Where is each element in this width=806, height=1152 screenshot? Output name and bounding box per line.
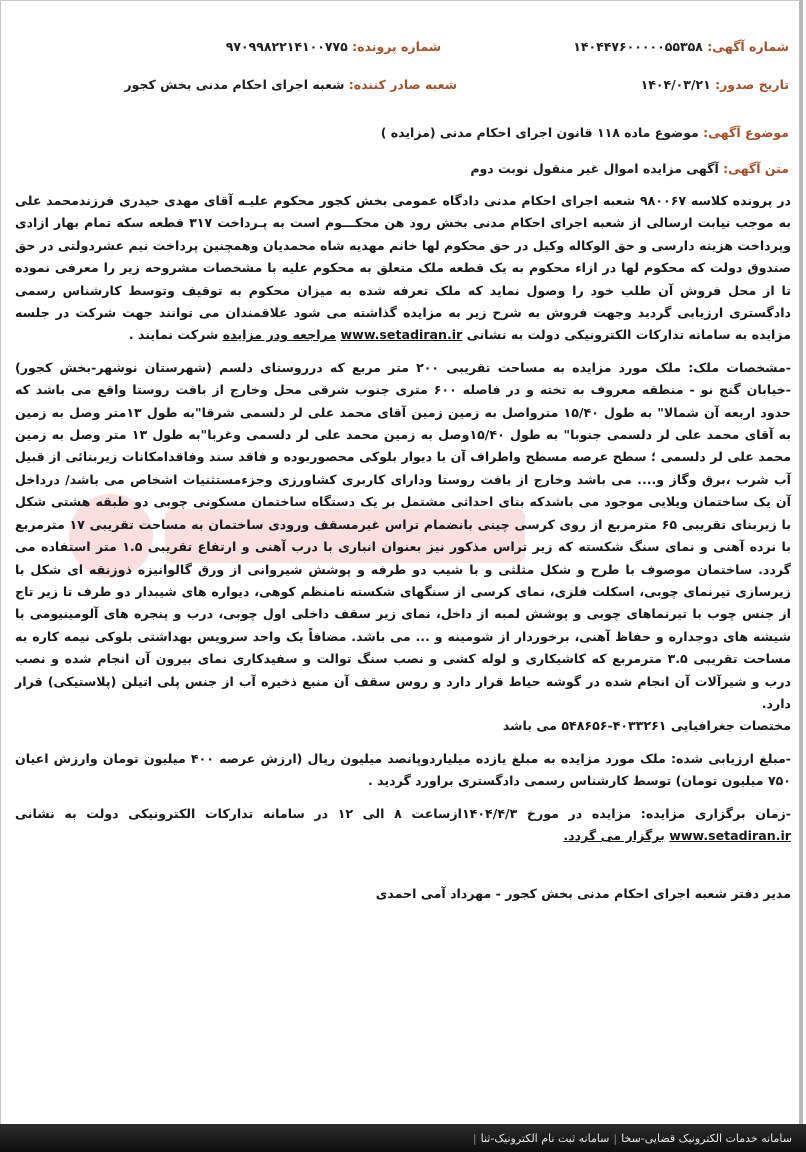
signature: مدیر دفتر شعبه اجرای احکام مدنی بخش کجور - مهرداد آمی احمدی bbox=[375, 886, 791, 902]
issuing-branch bbox=[124, 77, 457, 92]
notice-number-label: شماره آگهی: bbox=[707, 39, 789, 54]
footer-bar bbox=[0, 1124, 806, 1152]
issuing-branch-value: شعبه اجرای احکام مدنی بخش کجور bbox=[124, 77, 345, 92]
case-number bbox=[226, 39, 441, 54]
footer-link-sakha[interactable]: سامانه خدمات الکترونیک قضایی-سخا bbox=[621, 1131, 792, 1145]
notice-number-value: ۱۴۰۴۴۷۶۰۰۰۰۰۵۵۳۵۸ bbox=[573, 39, 703, 54]
notice-subject bbox=[381, 125, 789, 140]
notice-subject-label: موضوع آگهی: bbox=[703, 125, 789, 140]
notice-number bbox=[573, 39, 789, 54]
notice-body bbox=[15, 190, 791, 906]
case-number-value: ۹۷۰۹۹۸۲۲۱۴۱۰۰۷۷۵ bbox=[225, 39, 348, 54]
notice-text-label: متن آگهی: bbox=[723, 161, 789, 176]
footer-separator-2: | bbox=[472, 1131, 477, 1145]
footer-separator: | bbox=[613, 1131, 618, 1145]
body-paragraph-property: -مشخصات ملک: ملک مورد مزایده به مساحت تقریبی ۲۰۰ متر مربع که درروستای دلسم (شهرستان نوشهر-بخش کجور) -خیابان گنج نو - منطقه معروف به تخته و در فاصله ۶۰۰ متری جنوب شرقی محل وخارج از بافت روستا واقع می باشد که حدود اربعه آن شمالا" به طول ۱۵/۴۰ مترواصل به زمین زمین آقای محمد علی لر دلسمی شرقا"به طول ۱۳متر وصل به زمین به آقای محمد علی لر دلسمی جنوبا" به طول ۱۵/۴۰وصل به زمین محمد علی لر دلسمی وغربا"به طول ۱۳ متر وصل به زمین محمد علی لر دلسمی ؛ سطح عرصه مسطح واطراف آن با دیوار بلوکی محصوربوده و فاقد سند وفاقدامکانات زیربنائی از قبیل آب شرب ،برق وگاز و.... می باشد وخارج از بافت روستا ودارای کاربری کشاورزی وجزءمستثنیات اشخاص می باشد/ درداخل آن یک ساختمان ویلایی موجود می باشدکه بنای احداثی مشتمل بر یک دستگاه ساختمان مسکونی چوبی دو طبقه هشتی شکل با زیربنای تقریبی ۶۵ مترمربع از روی کرسی چینی بانضمام تراس غیرمسقف ورودی ساختمان به مساحت تقریبی ۱۷ مترمربع با نرده آهنی و نمای سنگ شکسته که زیر تراس مذکور نیز بعنوان انباری با درب آهنی و ارتفاع تقریبی ۱.۵ متر استفاده می گردد. ساختمان موصوف با طرح و شکل مثلثی و با شیب دو طرفه و پوشش شیروانی از ورق گالوانیزه ذوزنقه ای شکل با زیرسازی تیرنمای چوبی، اسکلت فلزی، نمای کرسی از سنگهای شکسته نامنظم کوهی، دیواره های شیبدار دو طرف تا زیر تاج از جنس چوب با تیرنماهای چوبی و پوشش لمبه از داخل، نمای زیر سقف داخلی اول چوبی، درب و پنجره های آلومینیومی با شیشه های دوجداره و حفاظ آهنی، برخوردار از شومینه و ... می باشد. مضافاً یک واحد سرویس بهداشتی بلوکی نیمه کاره به مساحت تقریبی ۳.۵ مترمربع که کاشیکاری و لوله کشی و نصب سنگ توالت و سفیدکاری نمای بیرون آن انجام شده و نصب درب و شیرآلات آن انجام شده در گوشه حیاط قرار دارد و روس سقف آن منبع ذخیره آب از جنس پلی اتیلن (پلاستیکی) قرار دارد. bbox=[15, 359, 791, 711]
issuing-branch-label: شعبه صادر کننده: bbox=[348, 77, 457, 92]
schedule-text: -زمان برگزاری مزایده: مزایده در مورخ ۱۴۰۴/۴/۳ازساعت ۸ الی ۱۲ در سامانه تدارکات الکترونیکی دولت به نشانی bbox=[15, 805, 791, 821]
intro-end: شرکت نمایند . bbox=[128, 327, 219, 343]
body-coordinates: مختصات جغرافیایی ۴۰۳۳۲۶۱-۵۴۸۶۵۶ می باشد bbox=[502, 718, 791, 734]
notice-text-heading bbox=[470, 161, 789, 176]
issue-date-value: ۱۴۰۴/۰۳/۲۱ bbox=[640, 77, 711, 92]
body-paragraph-schedule bbox=[15, 803, 791, 848]
issue-date bbox=[641, 77, 789, 92]
notice-text-title: آگهی مزایده اموال غیر منقول نوبت دوم bbox=[470, 161, 719, 176]
body-paragraph-intro bbox=[15, 190, 791, 347]
issue-date-label: تاریخ صدور: bbox=[715, 77, 789, 92]
case-number-label: شماره پرونده: bbox=[352, 39, 441, 54]
setadiran-link-2[interactable]: www.setadiran.ir bbox=[669, 827, 791, 843]
footer-link-sana[interactable]: سامانه ثبت نام الکترونیک-ثنا bbox=[480, 1131, 610, 1145]
intro-text: در پرونده کلاسه ۹۸۰۰۶۷ شعبه اجرای احکام مدنی دادگاه عمومی بخش کجور محکوم علیـه آقای مهدی حیدری فرزندمحمد علی به موجب نیابت ارسالی از شعبه اجرای احکام مدنی بخش رود هن محکـــوم است به پـرداخت ۳۱۷ قطعه سکه تمام بهار ازادی وپرداخت هزینه دارسی و حق الوکاله وکیل در حق محکوم لها خانم مهدیه شاه محمدیان وهمچنین پرداخت نیم عشردولتی در حق صندوق دولت که محکوم لها در ازاء محکوم به یک قطعه ملک متعلق به محکوم علیه با مشخصات مشروحه زیر را معرفی نموده تا از محل فروش آن طلب خود را وصول نماید که ملک تعرفه شده به میزان محکوم به توقیف وتوسط کارشناس رسمی دادگستری ارزیابی گردید وجهت فروش به شرح زیر به مزایده گذاشته می شود علاقمندان می توانند جهت شرکت در جلسه مزایده به سامانه تدارکات الکترونیکی دولت به نشانی bbox=[15, 193, 792, 343]
notice-subject-value: موضوع ماده ۱۱۸ قانون اجرای احکام مدنی (مزایده ) bbox=[380, 125, 699, 140]
setadiran-link[interactable]: www.setadiran.ir bbox=[340, 327, 463, 343]
schedule-tail: برگزار می گردد. bbox=[563, 827, 665, 843]
body-paragraph-valuation: -مبلغ ارزیابی شده: ملک مورد مزایده به مبلغ یازده میلیاردوپانصد میلیون ریال (ارزش عرصه ۴۰۰ میلیون تومان وارزش اعیان ۷۵۰ میلیون تومان) توسط کارشناس رسمی دادگستری براورد گردید . bbox=[15, 750, 791, 789]
intro-link-tail: مراجعه ودر مزایده bbox=[222, 327, 337, 343]
